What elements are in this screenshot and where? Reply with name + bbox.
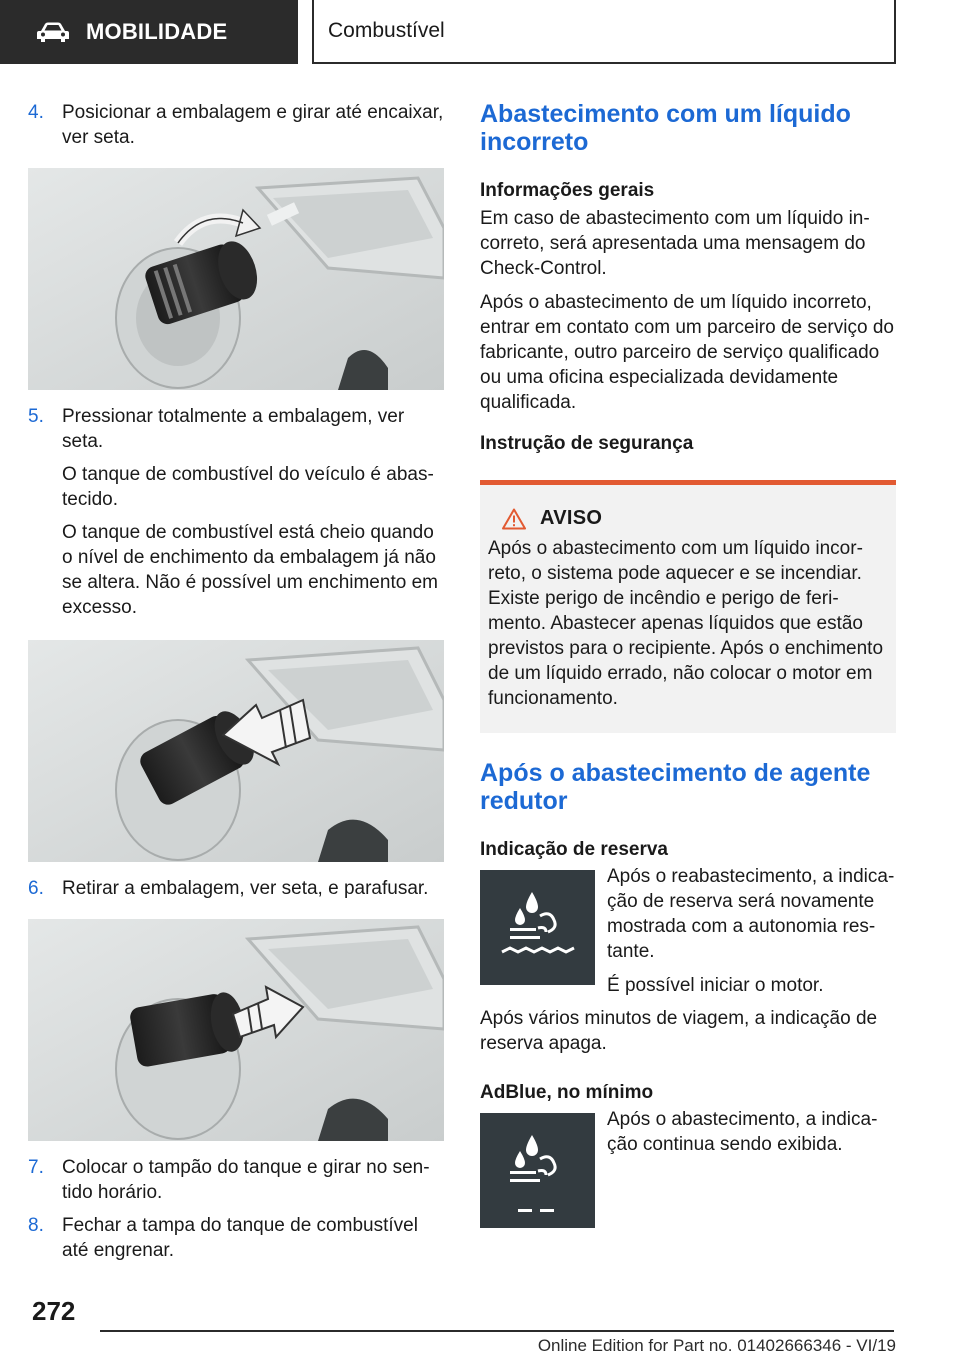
edition-info: Online Edition for Part no. 01402666346 - VI/19 (537, 1336, 896, 1355)
step-text: Fechar a tampa do tanque de combustível até engrenar. (62, 1215, 418, 1261)
left-column (28, 100, 444, 1263)
heading-after-reductant: Após o abastecimento de agente redutor (480, 759, 871, 815)
warning-title (502, 507, 888, 530)
paragraph-reserve-3: Após vários minutos de viagem, a indicação de reserva apaga. (480, 1008, 878, 1054)
step-number: 8. (28, 1215, 44, 1236)
step-5-note-2: O tanque de combustível está cheio quando o nível de enchimento da embalagem já não se altera. Não é possível um enchimento em excesso. (62, 522, 438, 618)
warning-text: Após o abastecimento com um líquido incorreto, o sistema pode aquecer e se incendiar. Existe perigo de incêndio e perigo de ferimento. Abastecer apenas líquidos que estão previstos para o recipiente. Após o enchimento de um líquido errado, não colocar o motor em funcionamento. (488, 538, 884, 709)
heading-adblue-minimum: AdBlue, no mínimo (480, 1082, 654, 1103)
adblue-minimum-text (607, 1107, 896, 1228)
paragraph-reserve-1: Após o reabastecimento, a indicação de reserva será novamente mostrada com a autonomia restante. (607, 866, 895, 962)
paragraph-adblue: Após o abastecimento, a indicação continua sendo exibida. (607, 1109, 878, 1155)
reserve-text (607, 864, 896, 998)
illustration-position-container (28, 168, 444, 390)
adblue-minimum-icon (480, 1113, 595, 1228)
step-number: 5. (28, 406, 44, 427)
heading-general-info: Informações gerais (480, 180, 655, 201)
step-5-note-1: O tanque de combustível do veículo é abastecido. (62, 464, 434, 510)
reserve-indicator-row (480, 864, 896, 998)
heading-safety: Instrução de segurança (480, 433, 694, 454)
step-7 (28, 1155, 444, 1205)
chapter-title: Combustível (328, 19, 445, 42)
header-chapter (312, 0, 896, 64)
paragraph-reserve-2: É possível iniciar o motor. (607, 975, 824, 996)
footer-divider (100, 1330, 894, 1332)
warning-box (480, 480, 896, 733)
step-6 (28, 876, 444, 901)
step-text: Posicionar a embalagem e girar até encaixar, ver seta. (62, 102, 444, 148)
step-text: Retirar a embalagem, ver seta, e parafusar. (62, 878, 429, 899)
step-8 (28, 1213, 444, 1263)
warning-label: AVISO (540, 507, 603, 529)
warning-triangle-icon (502, 508, 526, 530)
adblue-minimum-row (480, 1107, 896, 1228)
step-5 (28, 404, 444, 454)
illustration-remove-container (28, 919, 444, 1141)
section-title: MOBILIDADE (86, 19, 228, 44)
paragraph-general-1: Em caso de abastecimento com um líquido incorreto, será apresentada uma mensagem do Check-Control. (480, 208, 870, 279)
paragraph-general-2: Após o abastecimento de um líquido incorreto, entrar em contato com um parceiro de serviço do fabricante, outro parceiro de serviço qualificado ou uma oficina especializada devidamente qualificada. (480, 292, 894, 413)
car-icon (36, 21, 70, 43)
step-number: 4. (28, 102, 44, 123)
page-number: 272 (32, 1296, 76, 1326)
step-number: 6. (28, 878, 44, 899)
heading-wrong-liquid: Abastecimento com um líquido incorreto (480, 100, 851, 156)
step-text: Colocar o tampão do tanque e girar no sentido horário. (62, 1157, 430, 1203)
step-number: 7. (28, 1157, 44, 1178)
step-text: Pressionar totalmente a embalagem, ver seta. (62, 406, 405, 452)
step-4 (28, 100, 444, 150)
right-column (480, 100, 896, 1228)
heading-reserve: Indicação de reserva (480, 839, 668, 860)
adblue-reserve-icon (480, 870, 595, 985)
illustration-press-container (28, 640, 444, 862)
page-footer (0, 1290, 960, 1362)
header-section-tab (0, 0, 298, 64)
